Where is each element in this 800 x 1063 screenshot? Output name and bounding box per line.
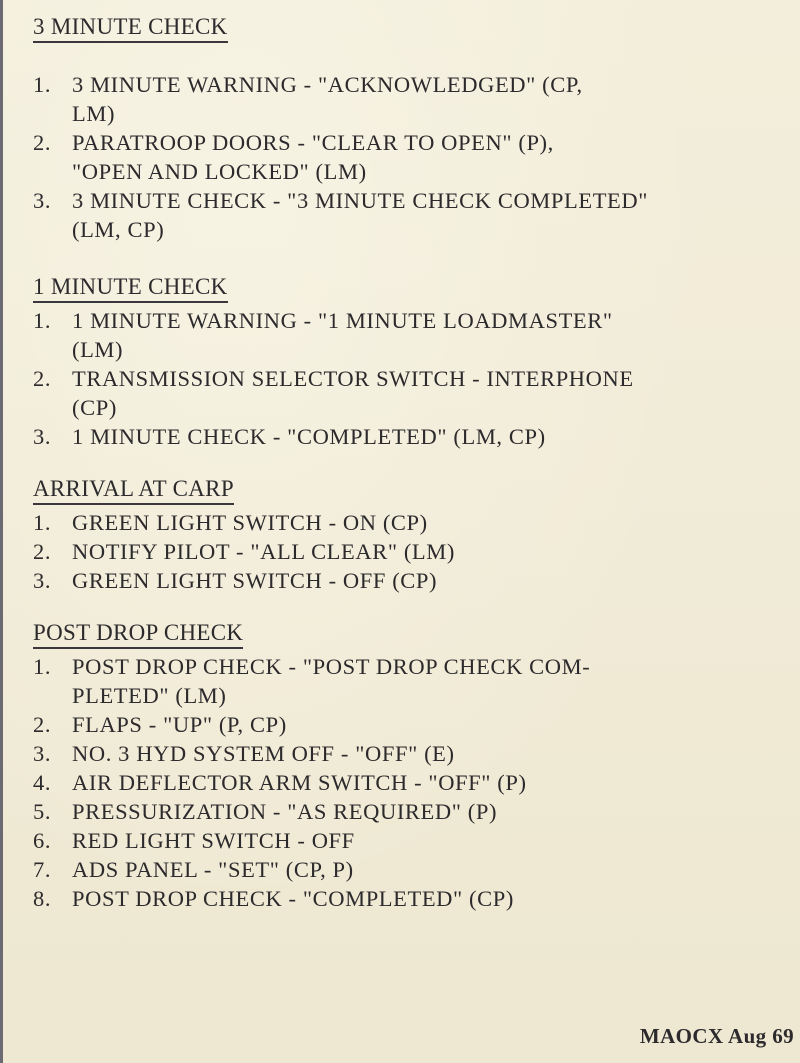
- item-line: ADS PANEL - "SET" (CP, P): [72, 857, 354, 882]
- checklist-item: [33, 826, 798, 855]
- item-number: 7.: [33, 857, 52, 882]
- item-line: RED LIGHT SWITCH - OFF: [72, 828, 355, 853]
- section-3-minute-check: [33, 14, 798, 244]
- checklist-item: [33, 855, 798, 884]
- checklist-items: [33, 652, 798, 913]
- checklist-item: [33, 884, 798, 913]
- item-line: POST DROP CHECK - "COMPLETED" (CP): [72, 886, 514, 911]
- checklist-item: [33, 186, 798, 244]
- checklist-item: [33, 797, 798, 826]
- item-number: 2.: [33, 130, 52, 155]
- item-number: 8.: [33, 886, 52, 911]
- item-line: NOTIFY PILOT - "ALL CLEAR" (LM): [72, 539, 455, 564]
- section-arrival-at-carp: [33, 476, 798, 595]
- section-heading: POST DROP CHECK: [33, 620, 243, 649]
- item-line: "OPEN AND LOCKED" (LM): [72, 159, 367, 184]
- item-line: POST DROP CHECK - "POST DROP CHECK COM-: [72, 654, 591, 679]
- item-number: 1.: [33, 510, 52, 535]
- checklist-items: [33, 508, 798, 595]
- checklist-item: [33, 768, 798, 797]
- item-line: 1 MINUTE CHECK - "COMPLETED" (LM, CP): [72, 424, 546, 449]
- item-line: GREEN LIGHT SWITCH - ON (CP): [72, 510, 428, 535]
- checklist-item: [33, 128, 798, 186]
- item-number: 3.: [33, 188, 52, 213]
- section-heading: ARRIVAL AT CARP: [33, 476, 234, 505]
- section-1-minute-check: [33, 274, 798, 451]
- checklist-item: [33, 710, 798, 739]
- checklist-item: [33, 70, 798, 128]
- checklist-item: [33, 306, 798, 364]
- item-line: GREEN LIGHT SWITCH - OFF (CP): [72, 568, 438, 593]
- item-line: TRANSMISSION SELECTOR SWITCH - INTERPHONE: [72, 366, 634, 391]
- item-line: 3 MINUTE WARNING - "ACKNOWLEDGED" (CP,: [72, 72, 583, 97]
- item-line: PRESSURIZATION - "AS REQUIRED" (P): [72, 799, 498, 824]
- checklist-item: [33, 537, 798, 566]
- item-line: FLAPS - "UP" (P, CP): [72, 712, 287, 737]
- item-number: 1.: [33, 72, 52, 97]
- section-heading: 1 MINUTE CHECK: [33, 274, 228, 303]
- item-line: (LM): [72, 337, 124, 362]
- item-line: NO. 3 HYD SYSTEM OFF - "OFF" (E): [72, 741, 455, 766]
- item-line: AIR DEFLECTOR ARM SWITCH - "OFF" (P): [72, 770, 527, 795]
- item-line: PLETED" (LM): [72, 683, 227, 708]
- document-footer: MAOCX Aug 69: [639, 1024, 794, 1048]
- item-number: 1.: [33, 654, 52, 679]
- checklist-item: [33, 364, 798, 422]
- item-line: 3 MINUTE CHECK - "3 MINUTE CHECK COMPLETED": [72, 188, 649, 213]
- checklist-item: [33, 422, 798, 451]
- item-number: 4.: [33, 770, 52, 795]
- section-heading: 3 MINUTE CHECK: [33, 14, 228, 43]
- item-number: 3.: [33, 568, 52, 593]
- item-line: LM): [72, 101, 116, 126]
- item-number: 5.: [33, 799, 52, 824]
- section-post-drop-check: [33, 620, 798, 913]
- item-number: 3.: [33, 424, 52, 449]
- checklist-items: [33, 70, 798, 244]
- checklist-item: [33, 652, 798, 710]
- item-line: 1 MINUTE WARNING - "1 MINUTE LOADMASTER": [72, 308, 613, 333]
- item-number: 2.: [33, 366, 52, 391]
- item-number: 2.: [33, 539, 52, 564]
- item-number: 3.: [33, 741, 52, 766]
- item-line: PARATROOP DOORS - "CLEAR TO OPEN" (P),: [72, 130, 554, 155]
- checklist-item: [33, 566, 798, 595]
- checklist-items: [33, 306, 798, 451]
- item-line: (LM, CP): [72, 217, 165, 242]
- checklist-item: [33, 739, 798, 768]
- card-left-edge: [0, 0, 3, 1063]
- item-number: 6.: [33, 828, 52, 853]
- item-number: 2.: [33, 712, 52, 737]
- checklist-item: [33, 508, 798, 537]
- item-number: 1.: [33, 308, 52, 333]
- item-line: (CP): [72, 395, 117, 420]
